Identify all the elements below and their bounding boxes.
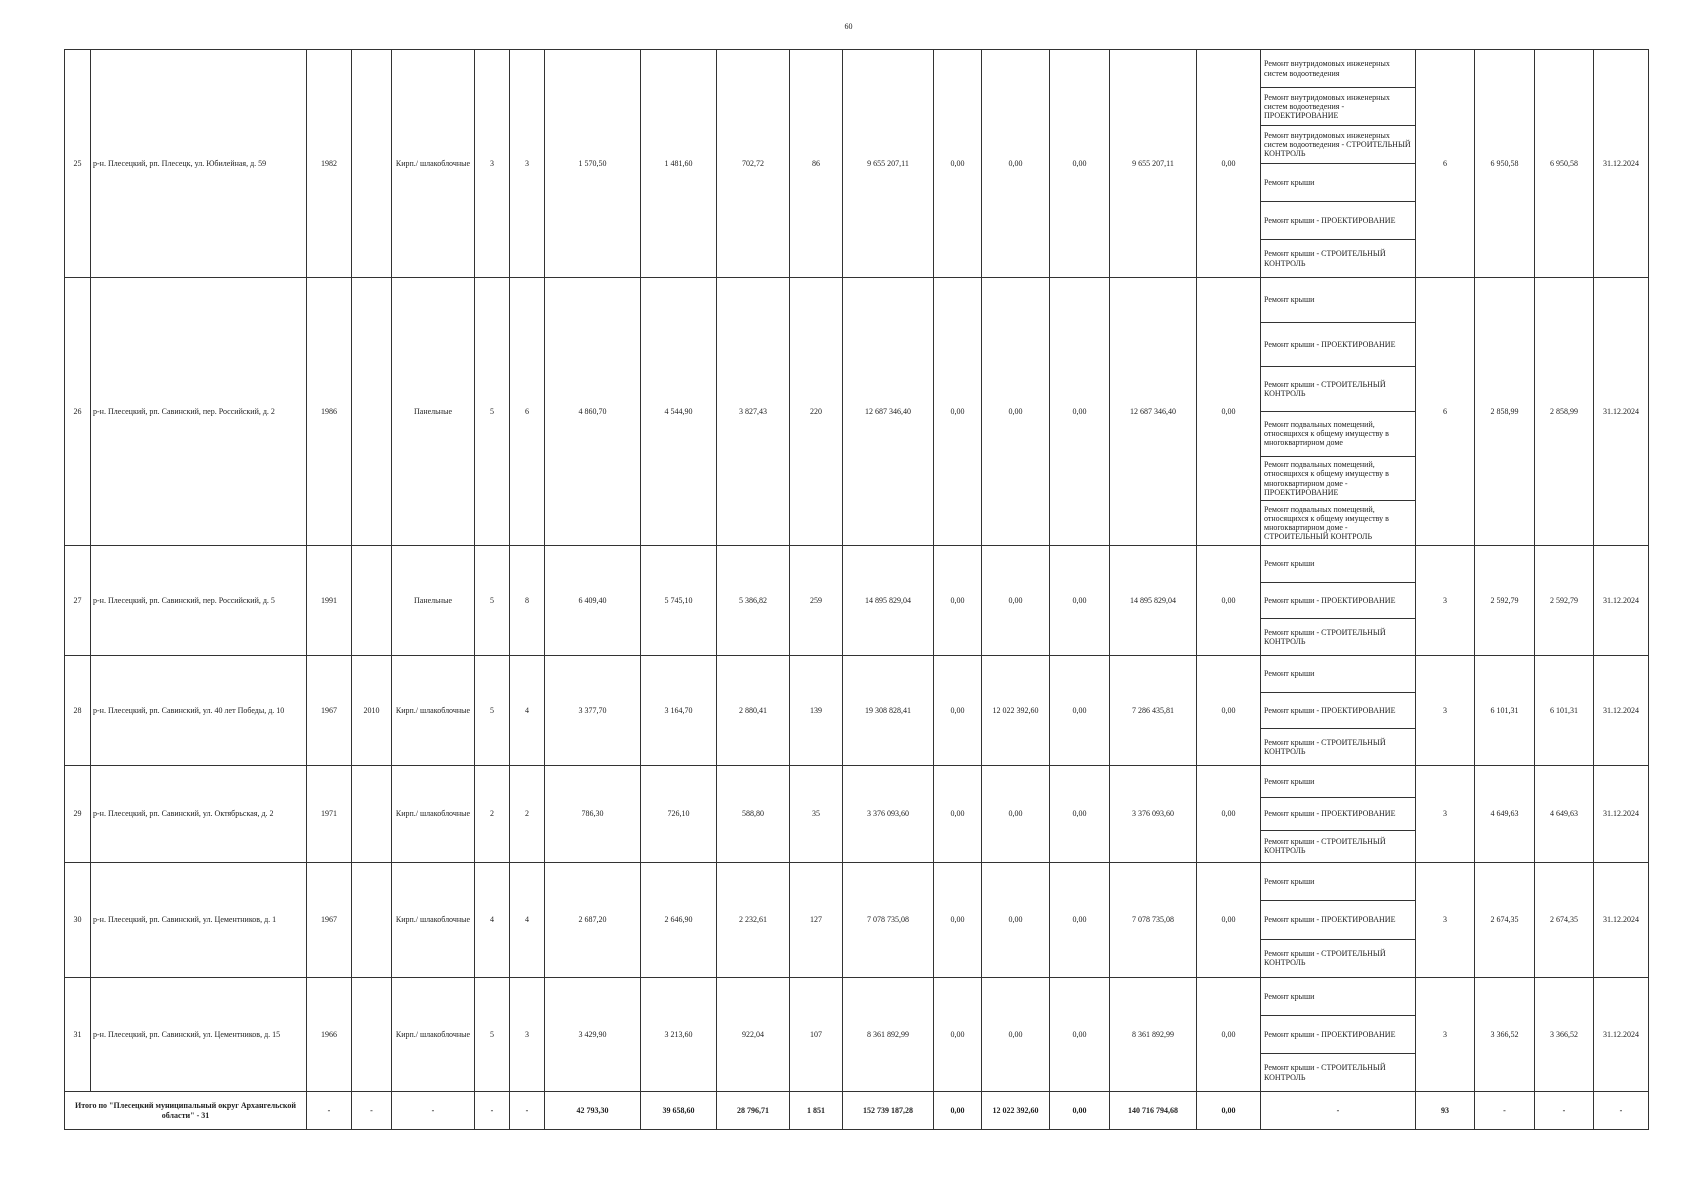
total-fund-other: 0,00 [1197, 1092, 1261, 1130]
cell-cost-total: 19 308 828,41 [843, 656, 934, 766]
cell-floors: 4 [475, 863, 510, 978]
cell-fund-regional: 0,00 [982, 278, 1050, 546]
work-item: Ремонт подвальных помещений, относящихся к общему имуществу в многоквартирном доме - СТРОИТЕЛЬНЫЙ КОНТРОЛЬ [1264, 504, 1389, 542]
cell-fund-owners: 7 078 735,08 [1110, 863, 1197, 978]
cell-floors: 5 [475, 978, 510, 1092]
cell-year-built: 1971 [307, 766, 352, 863]
total-area-premises: 39 658,60 [641, 1092, 717, 1130]
cell-entrances: 2 [510, 766, 545, 863]
works-cell [1261, 863, 1416, 978]
works-cell [1261, 546, 1416, 656]
cell-entrances: 6 [510, 278, 545, 546]
cell-area-living: 5 386,82 [717, 546, 790, 656]
total-fund-local: 0,00 [1050, 1092, 1110, 1130]
total-cost-total: 152 739 187,28 [843, 1092, 934, 1130]
cell-fund-owners: 9 655 207,11 [1110, 50, 1197, 278]
work-item: Ремонт крыши - ПРОЕКТИРОВАНИЕ [1261, 323, 1415, 368]
cell-cost-per-m2: 2 592,79 [1475, 546, 1535, 656]
work-item: Ремонт крыши [1261, 278, 1415, 323]
cell-cost-total: 14 895 829,04 [843, 546, 934, 656]
works-list [1261, 546, 1415, 655]
cell-entrances: 8 [510, 546, 545, 656]
cell-year-built: 1967 [307, 656, 352, 766]
cell-cost-per-m2: 2 674,35 [1475, 863, 1535, 978]
cell-cost-per-m2: 3 366,52 [1475, 978, 1535, 1092]
cell-entrances: 3 [510, 50, 545, 278]
work-item: Ремонт крыши - СТРОИТЕЛЬНЫЙ КОНТРОЛЬ [1264, 627, 1386, 647]
cell-residents: 259 [790, 546, 843, 656]
works-cell [1261, 766, 1416, 863]
work-item: Ремонт крыши - СТРОИТЕЛЬНЫЙ КОНТРОЛЬ [1264, 249, 1386, 268]
total-fund-owners: 140 716 794,68 [1110, 1092, 1197, 1130]
cell-num: 30 [65, 863, 91, 978]
cell-year-built: 1982 [307, 50, 352, 278]
table-row [65, 278, 1649, 546]
total-area-total: 42 793,30 [545, 1092, 641, 1130]
cell-year-built: 1986 [307, 278, 352, 546]
cell-fund-owners: 8 361 892,99 [1110, 978, 1197, 1092]
cell-fund-regional: 0,00 [982, 50, 1050, 278]
cell-wall-material: Кирп./ шлакоблочные [392, 50, 475, 278]
total-row [65, 1092, 1649, 1130]
cell-wall-material: Панельные [392, 546, 475, 656]
cell-works-count: 3 [1416, 978, 1475, 1092]
cell-cost-per-m2: 2 858,99 [1475, 278, 1535, 546]
works-cell [1261, 278, 1416, 546]
cell-area-premises: 5 745,10 [641, 546, 717, 656]
work-item: Ремонт крыши [1261, 546, 1415, 583]
total-residents: 1 851 [790, 1092, 843, 1130]
cell-year-overhaul [352, 278, 392, 546]
cell-fund-federal: 0,00 [934, 50, 982, 278]
cell-fund-local: 0,00 [1050, 656, 1110, 766]
cell-fund-local: 0,00 [1050, 863, 1110, 978]
work-item: Ремонт крыши - ПРОЕКТИРОВАНИЕ [1261, 693, 1415, 730]
cell-max-cost-per-m2: 2 592,79 [1535, 546, 1594, 656]
cell-fund-other: 0,00 [1197, 766, 1261, 863]
cell-area-premises: 3 164,70 [641, 656, 717, 766]
cell-area-total: 3 429,90 [545, 978, 641, 1092]
cell-fund-other: 0,00 [1197, 50, 1261, 278]
table-row [65, 50, 1649, 278]
work-item: Ремонт внутридомовых инженерных систем водоотведения - СТРОИТЕЛЬНЫЙ КОНТРОЛЬ [1261, 126, 1415, 164]
cell-year-overhaul [352, 50, 392, 278]
cell-area-living: 2 232,61 [717, 863, 790, 978]
cell-num: 29 [65, 766, 91, 863]
total-area-living: 28 796,71 [717, 1092, 790, 1130]
cell-year-overhaul [352, 978, 392, 1092]
works-list [1261, 50, 1415, 277]
cell-works-count: 3 [1416, 656, 1475, 766]
total-works-count: 93 [1416, 1092, 1475, 1130]
work-item: Ремонт подвальных помещений, относящихся к общему имуществу в многоквартирном доме [1261, 412, 1415, 457]
cell-residents: 127 [790, 863, 843, 978]
cell-wall-material: Кирп./ шлакоблочные [392, 978, 475, 1092]
cell-works-count: 3 [1416, 546, 1475, 656]
total-cost-per-m2: - [1475, 1092, 1535, 1130]
total-fund-regional: 12 022 392,60 [982, 1092, 1050, 1130]
cell-fund-federal: 0,00 [934, 978, 982, 1092]
cell-deadline: 31.12.2024 [1594, 278, 1649, 546]
cell-fund-other: 0,00 [1197, 278, 1261, 546]
cell-fund-other: 0,00 [1197, 546, 1261, 656]
cell-year-built: 1967 [307, 863, 352, 978]
cell-floors: 5 [475, 278, 510, 546]
cell-area-premises: 3 213,60 [641, 978, 717, 1092]
total-floors: - [475, 1092, 510, 1130]
work-item: Ремонт крыши - ПРОЕКТИРОВАНИЕ [1261, 901, 1415, 939]
cell-fund-regional: 12 022 392,60 [982, 656, 1050, 766]
cell-num: 28 [65, 656, 91, 766]
cell-deadline: 31.12.2024 [1594, 656, 1649, 766]
page-number: 60 [844, 22, 853, 31]
work-item: Ремонт крыши [1261, 656, 1415, 693]
cell-area-premises: 4 544,90 [641, 278, 717, 546]
total-deadline: - [1594, 1092, 1649, 1130]
cell-deadline: 31.12.2024 [1594, 50, 1649, 278]
cell-max-cost-per-m2: 4 649,63 [1535, 766, 1594, 863]
cell-fund-owners: 7 286 435,81 [1110, 656, 1197, 766]
cell-fund-regional: 0,00 [982, 766, 1050, 863]
cell-num: 26 [65, 278, 91, 546]
cell-fund-local: 0,00 [1050, 978, 1110, 1092]
work-item: Ремонт крыши [1261, 766, 1415, 798]
cell-max-cost-per-m2: 6 101,31 [1535, 656, 1594, 766]
total-entrances: - [510, 1092, 545, 1130]
total-max-cost-per-m2: - [1535, 1092, 1594, 1130]
work-item: Ремонт внутридомовых инженерных систем водоотведения [1261, 50, 1415, 88]
cell-floors: 5 [475, 656, 510, 766]
works-list [1261, 978, 1415, 1091]
cell-fund-other: 0,00 [1197, 978, 1261, 1092]
cell-year-built: 1991 [307, 546, 352, 656]
cell-fund-local: 0,00 [1050, 546, 1110, 656]
cell-works-count: 3 [1416, 863, 1475, 978]
table-row [65, 546, 1649, 656]
cell-works-count: 3 [1416, 766, 1475, 863]
cell-area-total: 1 570,50 [545, 50, 641, 278]
cell-max-cost-per-m2: 6 950,58 [1535, 50, 1594, 278]
works-cell [1261, 656, 1416, 766]
cell-fund-other: 0,00 [1197, 863, 1261, 978]
cell-num: 27 [65, 546, 91, 656]
total-year-overhaul: - [352, 1092, 392, 1130]
cell-max-cost-per-m2: 2 674,35 [1535, 863, 1594, 978]
cell-area-premises: 726,10 [641, 766, 717, 863]
cell-cost-per-m2: 4 649,63 [1475, 766, 1535, 863]
cell-cost-per-m2: 6 950,58 [1475, 50, 1535, 278]
works-list [1261, 278, 1415, 545]
cell-address: р-н. Плесецкий, рп. Савинский, ул. Цементников, д. 15 [91, 978, 307, 1092]
cell-residents: 107 [790, 978, 843, 1092]
cell-fund-federal: 0,00 [934, 766, 982, 863]
work-item: Ремонт крыши - СТРОИТЕЛЬНЫЙ КОНТРОЛЬ [1264, 837, 1386, 856]
cell-deadline: 31.12.2024 [1594, 978, 1649, 1092]
cell-fund-owners: 12 687 346,40 [1110, 278, 1197, 546]
cell-cost-total: 9 655 207,11 [843, 50, 934, 278]
cell-address: р-н. Плесецкий, рп. Савинский, ул. 40 лет Победы, д. 10 [91, 656, 307, 766]
cell-address: р-н. Плесецкий, рп. Плесецк, ул. Юбилейная, д. 59 [91, 50, 307, 278]
cell-area-living: 702,72 [717, 50, 790, 278]
cell-num: 31 [65, 978, 91, 1092]
work-item: Ремонт крыши - СТРОИТЕЛЬНЫЙ КОНТРОЛЬ [1264, 737, 1386, 757]
cell-area-total: 3 377,70 [545, 656, 641, 766]
work-item: Ремонт крыши - СТРОИТЕЛЬНЫЙ КОНТРОЛЬ [1264, 949, 1386, 968]
work-item: Ремонт крыши - СТРОИТЕЛЬНЫЙ КОНТРОЛЬ [1264, 1063, 1386, 1082]
cell-year-built: 1966 [307, 978, 352, 1092]
cell-fund-regional: 0,00 [982, 978, 1050, 1092]
cell-fund-local: 0,00 [1050, 278, 1110, 546]
cell-residents: 35 [790, 766, 843, 863]
table-row [65, 978, 1649, 1092]
total-label: Итого по "Плесецкий муниципальный округ Архангельской области" - 31 [65, 1092, 307, 1130]
work-item: Ремонт крыши - ПРОЕКТИРОВАНИЕ [1261, 202, 1415, 240]
cell-fund-local: 0,00 [1050, 766, 1110, 863]
cell-area-living: 2 880,41 [717, 656, 790, 766]
cell-year-overhaul [352, 863, 392, 978]
cell-residents: 220 [790, 278, 843, 546]
cell-area-total: 786,30 [545, 766, 641, 863]
cell-wall-material: Кирп./ шлакоблочные [392, 863, 475, 978]
cell-fund-local: 0,00 [1050, 50, 1110, 278]
capital-repair-table [64, 49, 1649, 1130]
total-fund-federal: 0,00 [934, 1092, 982, 1130]
cell-cost-per-m2: 6 101,31 [1475, 656, 1535, 766]
cell-works-count: 6 [1416, 278, 1475, 546]
cell-area-premises: 2 646,90 [641, 863, 717, 978]
cell-num: 25 [65, 50, 91, 278]
work-item: Ремонт крыши - СТРОИТЕЛЬНЫЙ КОНТРОЛЬ [1261, 367, 1415, 412]
cell-cost-total: 12 687 346,40 [843, 278, 934, 546]
cell-area-total: 2 687,20 [545, 863, 641, 978]
cell-wall-material: Кирп./ шлакоблочные [392, 656, 475, 766]
cell-max-cost-per-m2: 2 858,99 [1535, 278, 1594, 546]
total-works: - [1261, 1092, 1416, 1130]
cell-entrances: 3 [510, 978, 545, 1092]
cell-area-living: 922,04 [717, 978, 790, 1092]
works-list [1261, 656, 1415, 765]
cell-wall-material: Кирп./ шлакоблочные [392, 766, 475, 863]
table-row [65, 863, 1649, 978]
cell-area-living: 588,80 [717, 766, 790, 863]
cell-year-overhaul [352, 766, 392, 863]
cell-address: р-н. Плесецкий, рп. Савинский, ул. Цементников, д. 1 [91, 863, 307, 978]
cell-area-premises: 1 481,60 [641, 50, 717, 278]
cell-floors: 2 [475, 766, 510, 863]
cell-fund-owners: 3 376 093,60 [1110, 766, 1197, 863]
cell-area-living: 3 827,43 [717, 278, 790, 546]
cell-entrances: 4 [510, 863, 545, 978]
cell-fund-federal: 0,00 [934, 656, 982, 766]
cell-address: р-н. Плесецкий, рп. Савинский, пер. Российский, д. 5 [91, 546, 307, 656]
works-cell [1261, 50, 1416, 278]
cell-residents: 139 [790, 656, 843, 766]
cell-floors: 5 [475, 546, 510, 656]
total-wall-material: - [392, 1092, 475, 1130]
cell-max-cost-per-m2: 3 366,52 [1535, 978, 1594, 1092]
cell-works-count: 6 [1416, 50, 1475, 278]
cell-year-overhaul [352, 546, 392, 656]
cell-fund-federal: 0,00 [934, 863, 982, 978]
table-row [65, 766, 1649, 863]
cell-fund-federal: 0,00 [934, 278, 982, 546]
works-cell [1261, 978, 1416, 1092]
cell-year-overhaul: 2010 [352, 656, 392, 766]
cell-residents: 86 [790, 50, 843, 278]
cell-fund-owners: 14 895 829,04 [1110, 546, 1197, 656]
work-item: Ремонт крыши - ПРОЕКТИРОВАНИЕ [1261, 583, 1415, 620]
cell-floors: 3 [475, 50, 510, 278]
cell-fund-other: 0,00 [1197, 656, 1261, 766]
table-row [65, 656, 1649, 766]
cell-area-total: 4 860,70 [545, 278, 641, 546]
work-item: Ремонт внутридомовых инженерных систем водоотведения - ПРОЕКТИРОВАНИЕ [1261, 88, 1415, 126]
cell-cost-total: 7 078 735,08 [843, 863, 934, 978]
works-list [1261, 766, 1415, 862]
cell-address: р-н. Плесецкий, рп. Савинский, ул. Октябрьская, д. 2 [91, 766, 307, 863]
cell-cost-total: 8 361 892,99 [843, 978, 934, 1092]
cell-address: р-н. Плесецкий, рп. Савинский, пер. Российский, д. 2 [91, 278, 307, 546]
work-item: Ремонт крыши [1261, 978, 1415, 1016]
cell-fund-regional: 0,00 [982, 863, 1050, 978]
cell-area-total: 6 409,40 [545, 546, 641, 656]
cell-deadline: 31.12.2024 [1594, 863, 1649, 978]
cell-fund-federal: 0,00 [934, 546, 982, 656]
work-item: Ремонт подвальных помещений, относящихся к общему имуществу в многоквартирном доме - ПРОЕКТИРОВАНИЕ [1261, 457, 1415, 502]
cell-fund-regional: 0,00 [982, 546, 1050, 656]
work-item: Ремонт крыши - ПРОЕКТИРОВАНИЕ [1261, 1016, 1415, 1054]
cell-entrances: 4 [510, 656, 545, 766]
cell-deadline: 31.12.2024 [1594, 766, 1649, 863]
cell-deadline: 31.12.2024 [1594, 546, 1649, 656]
works-list [1261, 863, 1415, 977]
work-item: Ремонт крыши - ПРОЕКТИРОВАНИЕ [1261, 798, 1415, 830]
work-item: Ремонт крыши [1261, 164, 1415, 202]
cell-wall-material: Панельные [392, 278, 475, 546]
work-item: Ремонт крыши [1261, 863, 1415, 901]
total-year-built: - [307, 1092, 352, 1130]
cell-cost-total: 3 376 093,60 [843, 766, 934, 863]
